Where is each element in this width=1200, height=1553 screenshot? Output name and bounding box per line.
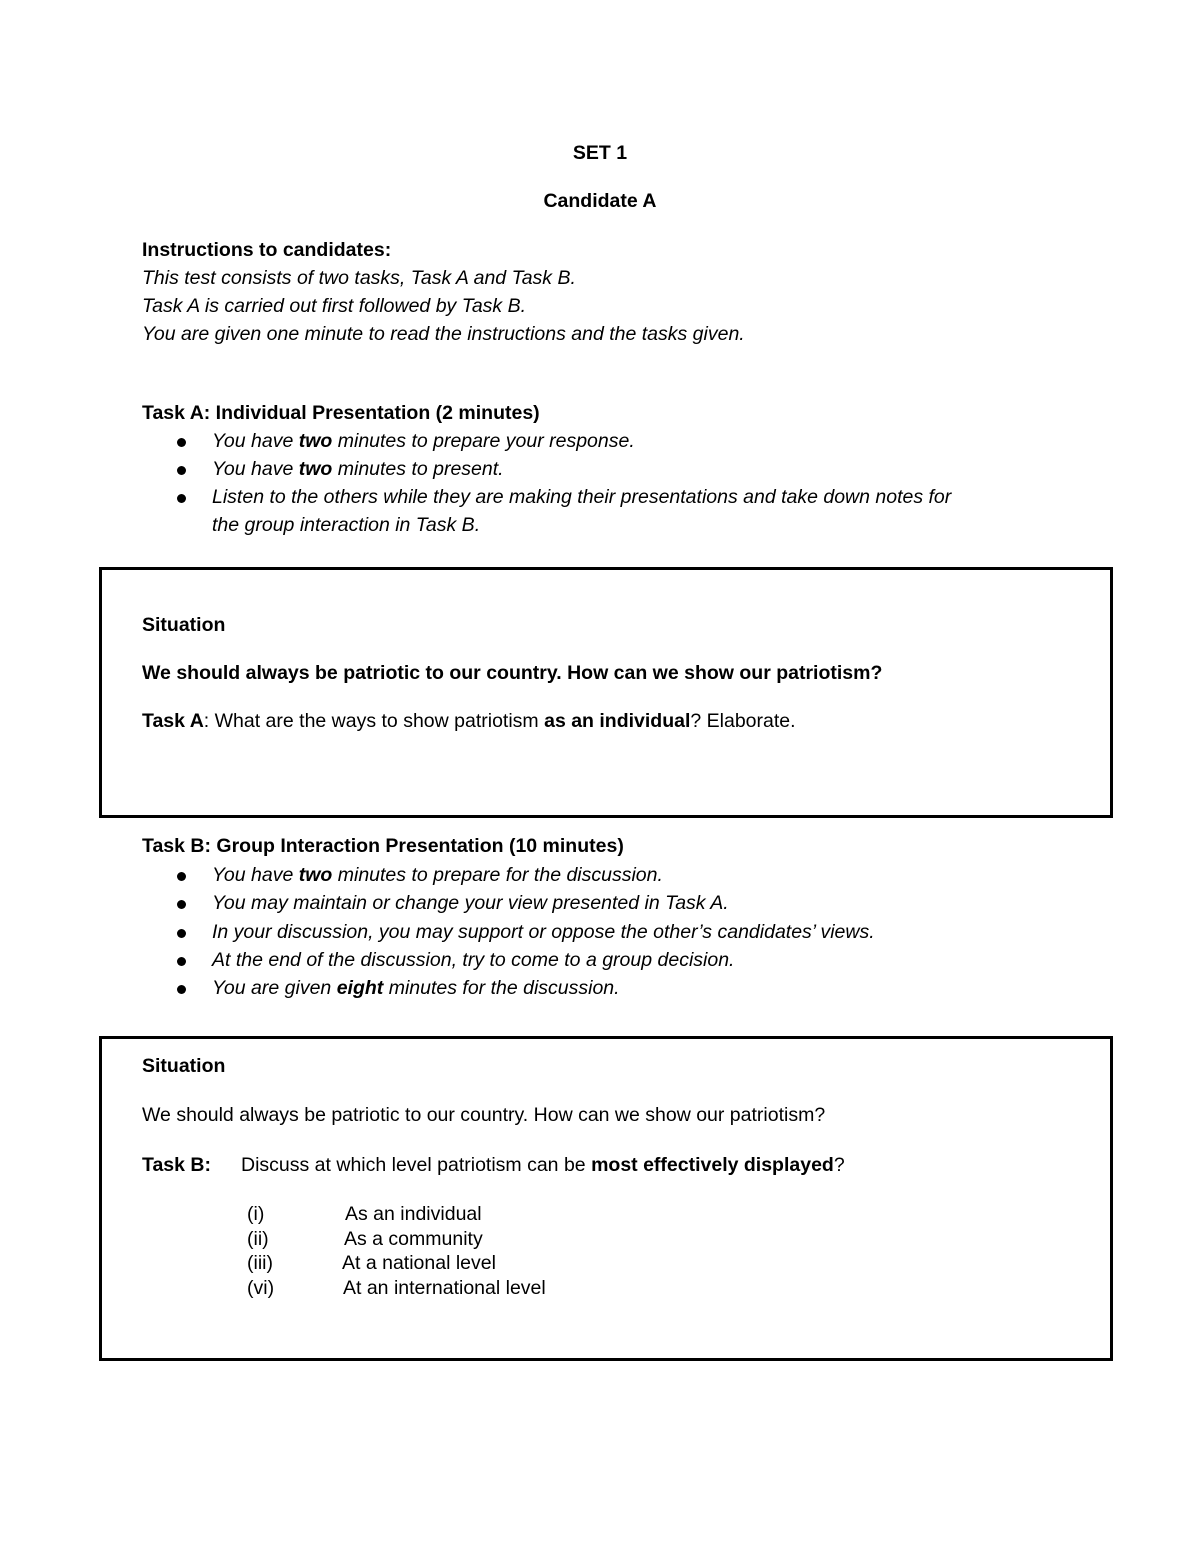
instruction-line-3: You are given one minute to read the instructions and the tasks given.	[142, 323, 745, 345]
box-a-situation-label: Situation	[142, 614, 226, 636]
task-a-bullet-3-line-2: the group interaction in Task B.	[212, 514, 481, 536]
task-a-bullet-3-line-1: Listen to the others while they are making their presentations and take down notes for	[212, 486, 952, 508]
option-text: As an individual	[345, 1203, 482, 1225]
task-b-bullet-1: You have two minutes to prepare for the discussion.	[212, 864, 663, 886]
bullet-icon	[177, 466, 186, 475]
candidate-title: Candidate A	[543, 190, 657, 212]
situation-box-a	[99, 567, 1113, 818]
instructions-heading: Instructions to candidates:	[142, 239, 392, 261]
box-b-task-label: Task B:	[142, 1154, 211, 1176]
box-a-task: Task A: What are the ways to show patriotism as an individual? Elaborate.	[142, 710, 796, 732]
task-a-heading: Task A: Individual Presentation (2 minutes)	[142, 402, 540, 424]
bullet-icon	[177, 438, 186, 447]
task-b-heading: Task B: Group Interaction Presentation (10 minutes)	[142, 835, 624, 857]
option-text: As a community	[344, 1228, 483, 1250]
set-title: SET 1	[572, 142, 628, 164]
situation-box-b	[99, 1036, 1113, 1361]
option-number: (ii)	[247, 1228, 269, 1250]
task-b-bullet-2: You may maintain or change your view presented in Task A.	[212, 892, 729, 914]
option-text: At a national level	[342, 1252, 496, 1274]
bullet-icon	[177, 985, 186, 994]
task-b-bullet-4: At the end of the discussion, try to come to a group decision.	[212, 949, 735, 971]
instruction-line-2: Task A is carried out first followed by Task B.	[142, 295, 527, 317]
box-b-statement: We should always be patriotic to our country. How can we show our patriotism?	[142, 1104, 826, 1126]
bullet-icon	[177, 494, 186, 503]
bullet-icon	[177, 900, 186, 909]
option-number: (i)	[247, 1203, 265, 1225]
task-b-bullet-3: In your discussion, you may support or oppose the other’s candidates’ views.	[212, 921, 875, 943]
box-a-statement: We should always be patriotic to our country. How can we show our patriotism?	[142, 662, 883, 684]
task-a-bullet-1: You have two minutes to prepare your response.	[212, 430, 635, 452]
option-text: At an international level	[343, 1277, 546, 1299]
task-a-bullet-2: You have two minutes to present.	[212, 458, 504, 480]
bullet-icon	[177, 957, 186, 966]
bullet-icon	[177, 872, 186, 881]
box-b-situation-label: Situation	[142, 1055, 226, 1077]
bullet-icon	[177, 929, 186, 938]
task-b-bullet-5: You are given eight minutes for the discussion.	[212, 977, 620, 999]
option-number: (iii)	[247, 1252, 273, 1274]
instruction-line-1: This test consists of two tasks, Task A and Task B.	[142, 267, 576, 289]
box-b-task-text: Discuss at which level patriotism can be most effectively displayed?	[241, 1154, 845, 1176]
option-number: (vi)	[247, 1277, 275, 1299]
